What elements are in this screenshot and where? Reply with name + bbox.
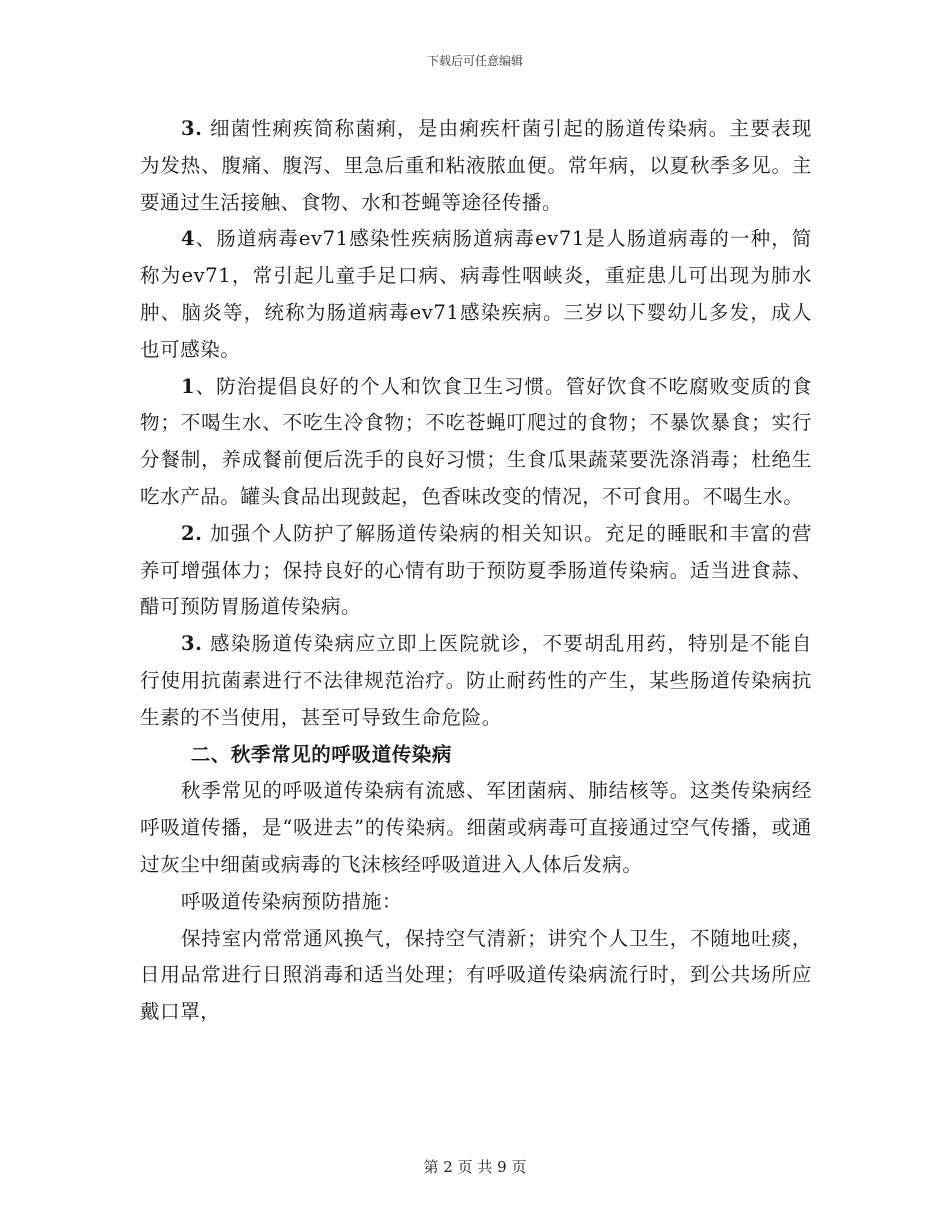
paragraph-number: 3.	[180, 632, 203, 656]
paragraph-ev71	[140, 221, 812, 368]
paragraph-number: 4	[180, 227, 196, 251]
paragraph-personal-protection	[140, 516, 812, 626]
paragraph-text: 、防治提倡良好的个人和饮食卫生习惯。管好饮食不吃腐败变质的食物；不喝生水、不吃生冷食物；不吃苍蝇叮爬过的食物；不暴饮暴食；实行分餐制，养成餐前便后洗手的良好习惯；生食瓜果蔬菜要洗涤消毒；杜绝生吃水产品。罐头食品出现鼓起，色香味改变的情况，不可食用。不喝生水。	[140, 374, 812, 508]
paragraph-text: 加强个人防护了解肠道传染病的相关知识。充足的睡眠和丰富的营养可增强体力；保持良好的心情有助于预防夏季肠道传染病。适当进食蒜、醋可预防胃肠道传染病。	[140, 521, 812, 619]
paragraph-number: 1	[180, 374, 196, 398]
page-footer: 第 2 页 共 9 页	[423, 1158, 527, 1176]
section-heading: 二、秋季常见的呼吸道传染病	[190, 742, 452, 766]
paragraph-prevention-title: 呼吸道传染病预防措施：	[180, 889, 403, 913]
paragraph-respiratory-intro: 秋季常见的呼吸道传染病有流感、军团菌病、肺结核等。这类传染病经呼吸道传播，是“吸进去”的传染病。细菌或病毒可直接通过空气传播，或通过灰尘中细菌或病毒的飞沫核经呼吸道进入人体后发病。	[140, 779, 812, 876]
paragraph-seek-treatment	[140, 626, 812, 736]
paragraph-number: 2.	[180, 521, 203, 545]
paragraph-prevention-hygiene	[140, 369, 812, 516]
paragraph-number: 3.	[180, 117, 203, 140]
document-body	[140, 111, 812, 1031]
paragraph-text: 感染肠道传染病应立即上医院就诊，不要胡乱用药，特别是不能自行使用抗菌素进行不法律规范治疗。防止耐药性的产生，某些肠道传染病抗生素的不当使用，甚至可导致生命危险。	[140, 632, 812, 729]
page-header: 下载后可任意编辑	[426, 54, 523, 68]
paragraph-text: 细菌性痢疾简称菌痢，是由痢疾杆菌引起的肠道传染病。主要表现为发热、腹痛、腹泻、里急后重和粘液脓血便。常年病，以夏秋季多见。主要通过生活接触、食物、水和苍蝇等途径传播。	[140, 117, 812, 214]
paragraph-text: 、肠道病毒ev71感染性疾病肠道病毒ev71是人肠道病毒的一种，简称为ev71，常引起儿童手足口病、病毒性咽峡炎，重症患儿可出现为肺水肿、脑炎等，统称为肠道病毒ev71感染疾病。三岁以下婴幼儿多发，成人也可感染。	[140, 227, 812, 361]
paragraph-prevention-measures: 保持室内常常通风换气，保持空气清新；讲究个人卫生，不随地吐痰，日用品常进行日照消毒和适当处理；有呼吸道传染病流行时，到公共场所应戴口罩，	[140, 926, 812, 1024]
paragraph-dysentery	[140, 111, 812, 221]
